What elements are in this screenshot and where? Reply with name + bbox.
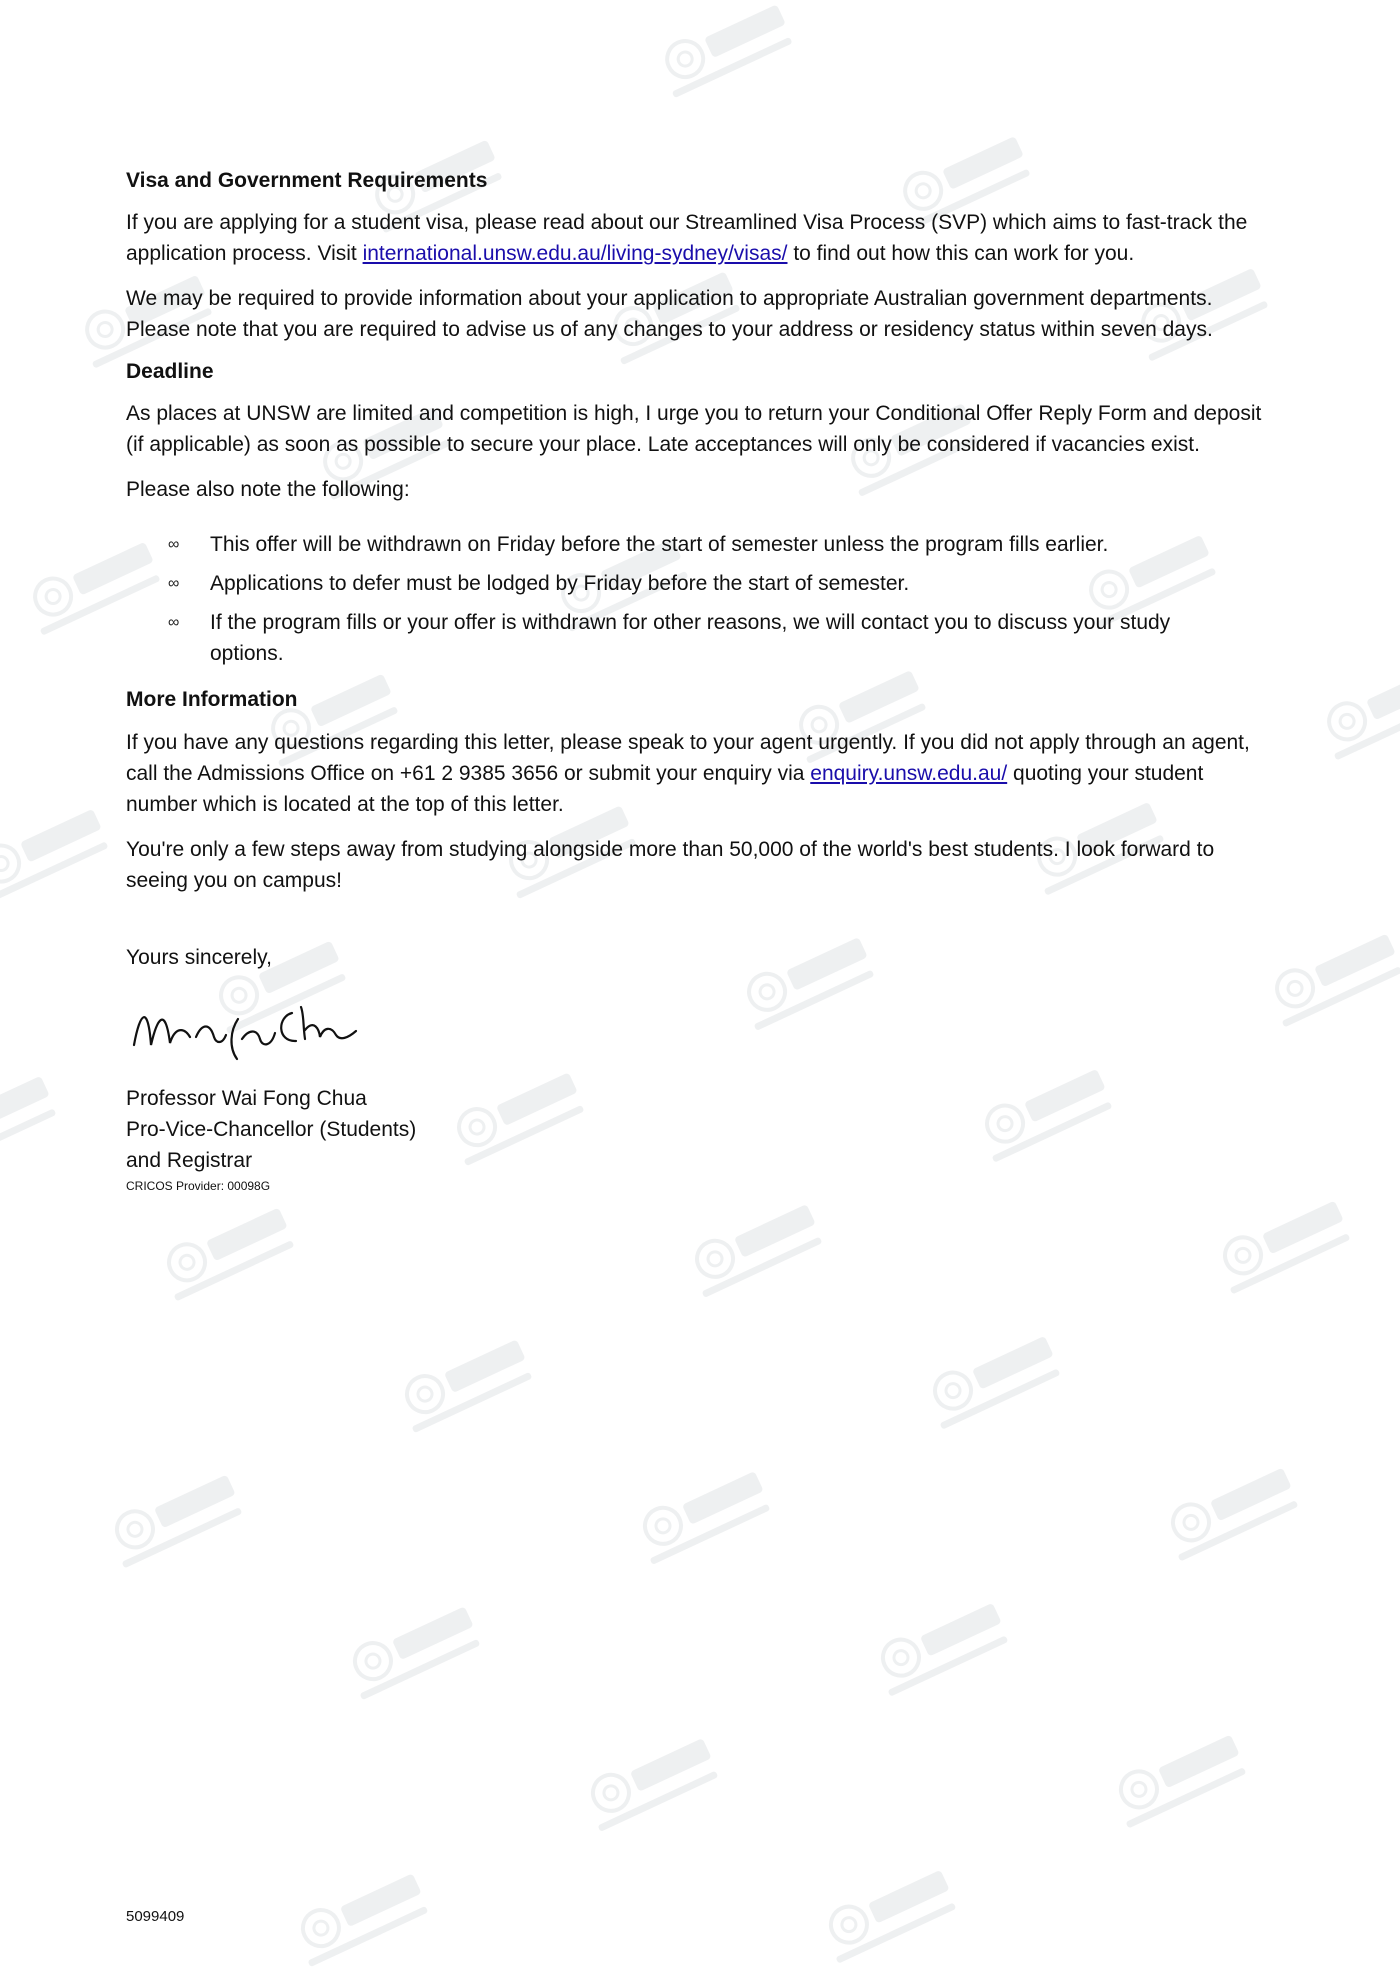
more-information-heading: More Information bbox=[126, 688, 298, 712]
visa-paragraph-1 bbox=[126, 207, 1276, 269]
bullet-text: If the program fills or your offer is withdrawn for other reasons, we will contact you to discuss your study options. bbox=[210, 611, 1171, 666]
infinity-bullet-icon: ∞ bbox=[168, 575, 180, 593]
deadline-heading: Deadline bbox=[126, 360, 214, 384]
list-item bbox=[126, 529, 1276, 560]
more-information-paragraph-1 bbox=[126, 727, 1276, 820]
visa-paragraph-1-text-end: to find out how this can work for you. bbox=[787, 242, 1135, 266]
more-information-paragraph-2: You're only a few steps away from studying alongside more than 50,000 of the world's best students. I look forward to seeing you on campus! bbox=[126, 837, 1215, 892]
visa-heading: Visa and Government Requirements bbox=[126, 169, 488, 192]
bullet-text: Applications to defer must be lodged by Friday before the start of semester. bbox=[210, 572, 910, 596]
more-information-text-start: If you have any questions regarding this letter, please speak to your agent urgently. If you did not apply through an agent, call the Admissions Office on +61 2 9385 3656 or submit your enquiry via bbox=[126, 730, 1250, 785]
list-item bbox=[126, 568, 1276, 599]
document-number: 5099409 bbox=[126, 1908, 185, 1925]
visa-paragraph-2: We may be required to provide information about your application to appropriate Australian government departments. Please note that you are required to advise us of any changes to your address or residency status within seven days. bbox=[126, 287, 1213, 342]
more-information-text-end: quoting your student number which is located at the top of this letter. bbox=[126, 761, 1204, 816]
closing-line: Yours sincerely, bbox=[126, 945, 272, 969]
cricos-provider: CRICOS Provider: 00098G bbox=[126, 1178, 271, 1193]
infinity-bullet-icon: ∞ bbox=[168, 614, 180, 632]
enquiry-link[interactable]: enquiry.unsw.edu.au/ bbox=[810, 761, 1008, 785]
signatory-title-line-2: and Registrar bbox=[126, 1148, 253, 1172]
visa-info-link[interactable]: international.unsw.edu.au/living-sydney/visas/ bbox=[362, 242, 788, 266]
handwritten-signature bbox=[126, 987, 366, 1063]
deadline-paragraph: As places at UNSW are limited and competition is high, I urge you to return your Conditional Offer Reply Form and deposit (if applicable) as soon as possible to secure your place. Late acceptances will only be considered if vacancies exist. bbox=[126, 402, 1262, 457]
signatory-title-line-1: Pro-Vice-Chancellor (Students) bbox=[126, 1117, 417, 1141]
visa-paragraph-1-text-start: If you are applying for a student visa, please read about our Streamlined Visa Process (SVP) which aims to fast-track the application process. Visit bbox=[126, 211, 1248, 266]
bullet-text: This offer will be withdrawn on Friday before the start of semester unless the program fills earlier. bbox=[210, 533, 1109, 557]
list-item bbox=[126, 607, 1276, 669]
infinity-bullet-icon: ∞ bbox=[168, 536, 180, 554]
deadline-note-intro: Please also note the following: bbox=[126, 478, 410, 502]
letter-body bbox=[126, 168, 1276, 1194]
signatory-name: Professor Wai Fong Chua bbox=[126, 1086, 367, 1110]
deadline-bullet-list bbox=[126, 529, 1276, 669]
